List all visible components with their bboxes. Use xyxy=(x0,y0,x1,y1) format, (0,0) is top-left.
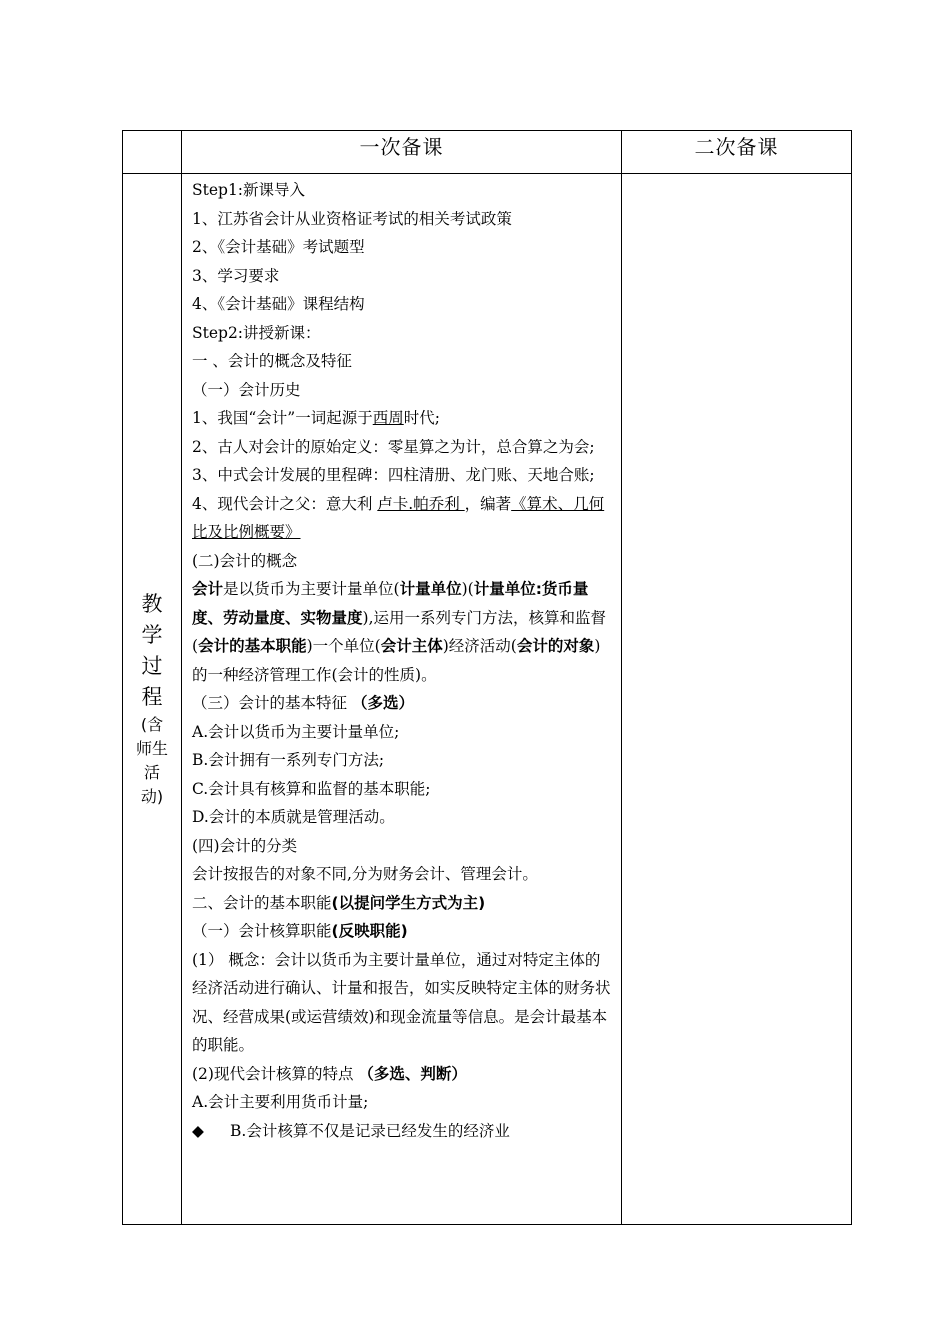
side-char: 教 xyxy=(141,592,163,616)
bold-term: 会计的基本职能 xyxy=(198,637,307,655)
side-note: (含 xyxy=(140,715,164,734)
text-span: )一个单位( xyxy=(306,637,381,655)
header-second-prep: 二次备课 xyxy=(622,131,852,174)
text-line: (1） 概念：会计以货币为主要计量单位，通过对特定主体的经济活动进行确认、计量和报告，如实反映特定主体的财务状况、经营成果(或运营绩效)和现金流量等信息。是会计最基本的职能。 xyxy=(192,950,611,1054)
side-char: 程 xyxy=(141,685,163,709)
text-line: 1、江苏省会计从业资格证考试的相关考试政策 xyxy=(192,209,512,228)
bold-note: (反映职能) xyxy=(331,922,408,940)
text-line xyxy=(192,490,615,547)
header-blank-cell xyxy=(123,131,182,174)
text-line: 4、《会计基础》课程结构 xyxy=(192,295,365,313)
text-line: Step2:讲授新课： xyxy=(192,323,321,342)
text-line: C.会计具有核算和监督的基本职能; xyxy=(192,779,431,798)
text-span: （三）会计的基本特征 xyxy=(192,694,352,712)
side-char: 过 xyxy=(141,654,163,678)
text-line: 2、《会计基础》考试题型 xyxy=(192,238,365,256)
bold-term: 会计主体 xyxy=(380,637,443,655)
text-span: （一）会计核算职能 xyxy=(192,922,332,940)
bold-term: 计量单位:货币量度、劳动量度、实物量度 xyxy=(192,580,589,627)
bold-term: 会计的对象 xyxy=(516,637,595,655)
definition-paragraph xyxy=(192,575,615,689)
subsection-heading xyxy=(192,917,615,946)
side-char: 学 xyxy=(141,623,163,647)
text-span: ，编著 xyxy=(464,494,512,513)
text-span: B.会计核算不仅是记录已经发生的经济业 xyxy=(230,1121,510,1140)
diamond-bullet-icon: ◆ xyxy=(192,1121,204,1140)
body-row xyxy=(123,174,852,1225)
bold-term: 会计 xyxy=(192,580,224,598)
bold-note: （多选、判断） xyxy=(358,1064,467,1083)
second-prep-content xyxy=(622,174,852,1225)
text-span: )的一种经济管理工作(会计的性质)。 xyxy=(192,637,601,684)
text-line: 3、学习要求 xyxy=(192,266,280,285)
bold-note: (以提问学生方式为主) xyxy=(331,893,486,912)
subsection-heading: （一）会计历史 xyxy=(192,380,301,399)
first-prep-content xyxy=(182,174,622,1225)
section-heading xyxy=(192,889,615,918)
text-line xyxy=(192,1060,615,1089)
text-line xyxy=(192,404,615,433)
subsection-heading xyxy=(192,689,615,718)
text-line: 2、古人对会计的原始定义：零星算之为计，总合算之为会; xyxy=(192,437,595,456)
text-line xyxy=(192,1117,615,1146)
text-span: 1、我国“会计”一词起源于 xyxy=(192,409,373,427)
underlined-answer: 西周 xyxy=(372,409,404,427)
side-note: 动) xyxy=(140,787,164,806)
underlined-answer: 《算术、几何比及比例概要》 xyxy=(192,494,605,541)
side-note: 活 xyxy=(143,763,160,782)
text-line: A.会计以货币为主要计量单位; xyxy=(192,722,400,741)
text-span: )经济活动( xyxy=(442,637,517,655)
text-line: B.会计拥有一系列专门方法; xyxy=(192,751,385,769)
text-line: D.会计的本质就是管理活动。 xyxy=(192,808,395,826)
text-span: 4、现代会计之父：意大利 xyxy=(192,494,378,513)
text-span: 时代; xyxy=(403,409,440,427)
section-heading: 一 、会计的概念及特征 xyxy=(192,352,352,370)
text-span: )( xyxy=(461,580,474,598)
bold-term: 计量单位 xyxy=(399,580,462,598)
text-span: 二、会计的基本职能 xyxy=(192,893,332,912)
teaching-process-label xyxy=(123,174,182,1225)
side-note: 师生 xyxy=(135,739,168,758)
bold-note: （多选） xyxy=(351,694,414,712)
text-line: 3、中式会计发展的里程碑：四柱清册、龙门账、天地合账; xyxy=(192,466,595,484)
underlined-answer: 卢卡.帕乔利 xyxy=(377,494,465,513)
header-first-prep: 一次备课 xyxy=(182,131,622,174)
lesson-plan-table xyxy=(122,130,852,1225)
subsection-heading: (四)会计的分类 xyxy=(192,836,298,855)
text-span: (2)现代会计核算的特点 xyxy=(192,1064,359,1083)
subsection-heading: (二)会计的概念 xyxy=(192,551,298,570)
text-line: Step1:新课导入 xyxy=(192,181,306,199)
text-line: 会计按报告的对象不同,分为财务会计、管理会计。 xyxy=(192,865,538,883)
text-line: A.会计主要利用货币计量; xyxy=(192,1093,369,1111)
text-span: 是以货币为主要计量单位( xyxy=(223,580,400,598)
text-span: ),运用一系列专门方法，核算和监督( xyxy=(192,608,606,655)
header-row xyxy=(123,131,852,174)
